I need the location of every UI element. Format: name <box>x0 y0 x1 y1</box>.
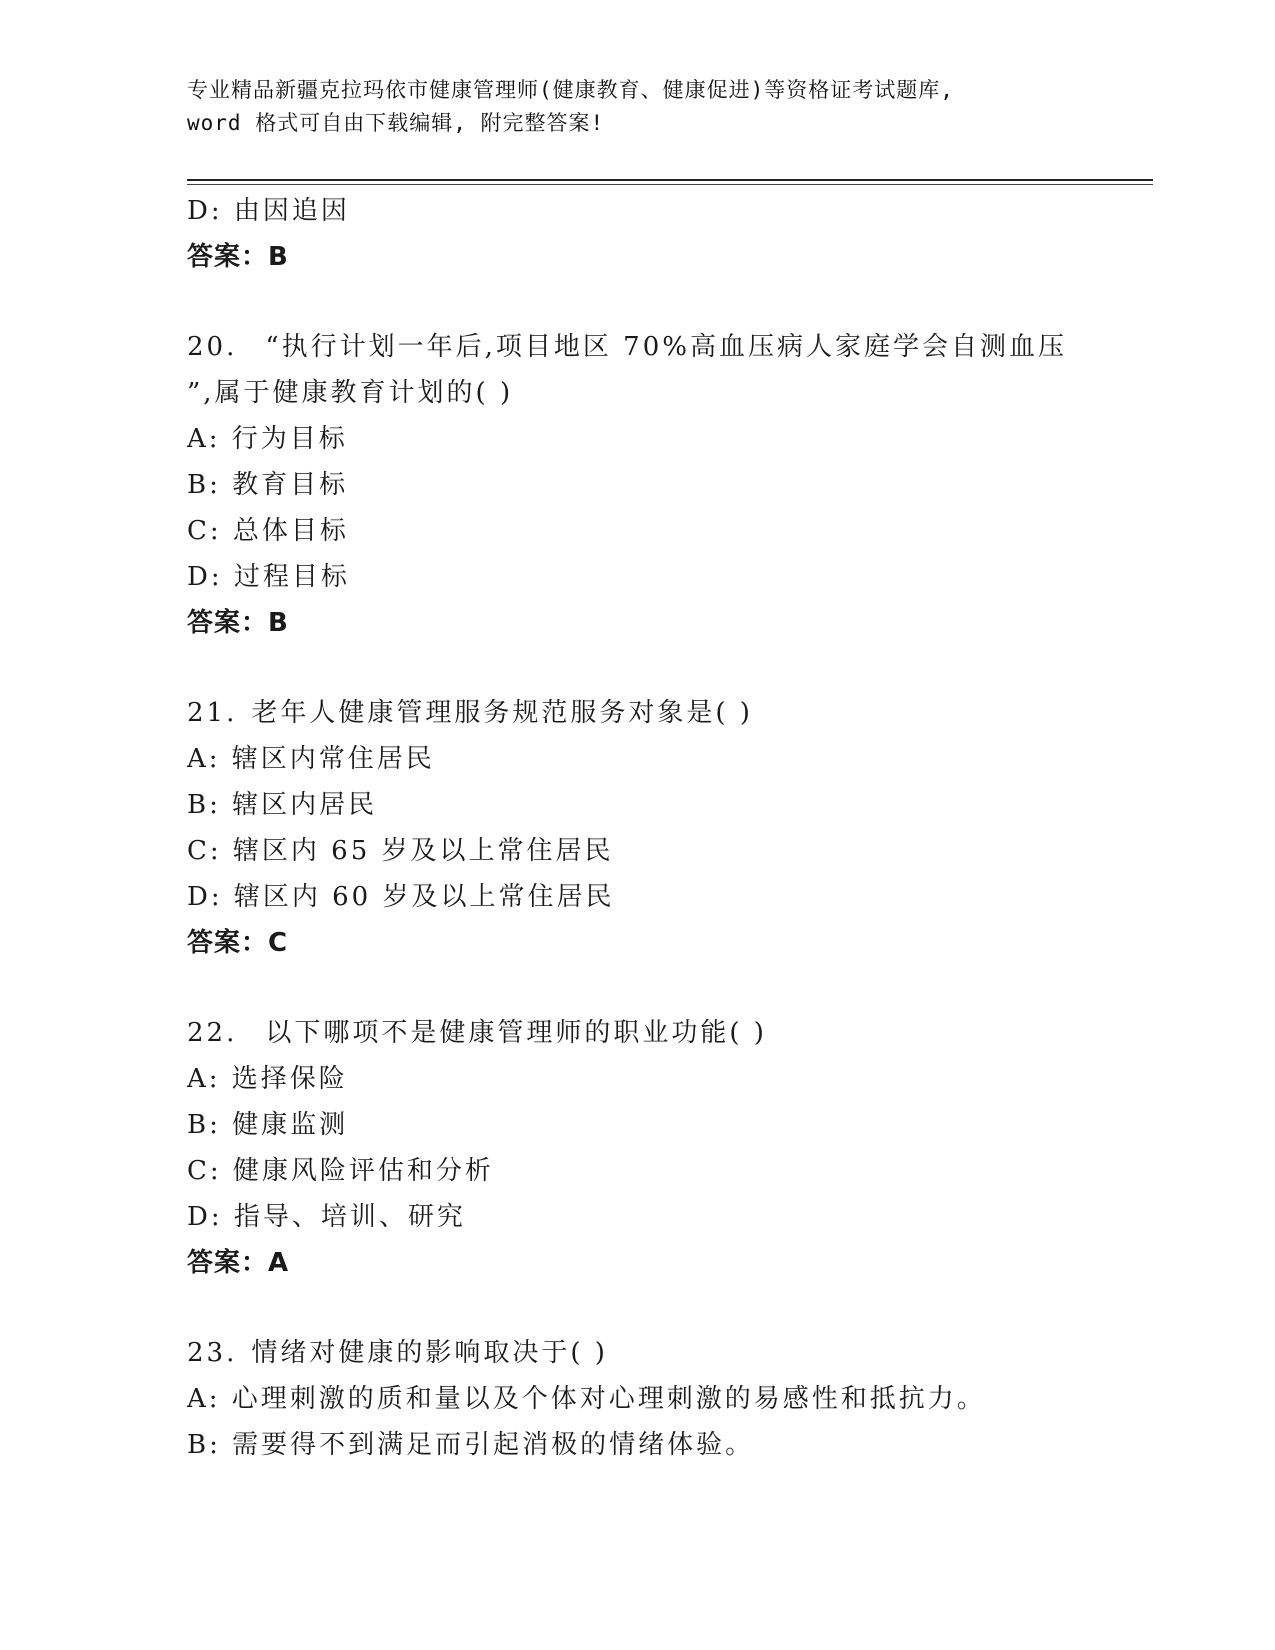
question-20 <box>187 324 1087 646</box>
option-d: D: 指导、培训、研究 <box>187 1202 466 1232</box>
question-number: 23. <box>187 1338 238 1368</box>
option-d: D: 辖区内 60 岁及以上常住居民 <box>187 882 615 912</box>
option-a: A: 心理刺激的质和量以及个体对心理刺激的易感性和抵抗力。 <box>187 1384 986 1414</box>
option-b: B: 健康监测 <box>187 1110 349 1140</box>
page-header <box>187 74 1067 140</box>
spacer <box>187 966 1087 1010</box>
spacer <box>187 280 1087 324</box>
spacer <box>187 646 1087 690</box>
prev-option-d: D: 由因追因 <box>187 196 350 226</box>
question-21 <box>187 690 1087 966</box>
question-number: 20. <box>187 332 238 362</box>
question-stem-text: 老年人健康管理服务规范服务对象是( ) <box>251 698 753 728</box>
question-stem <box>187 1010 1087 1056</box>
header-divider-thick <box>187 179 1153 181</box>
question-list <box>187 188 1087 1468</box>
question-stem <box>187 690 1087 736</box>
option-b: B: 辖区内居民 <box>187 790 378 820</box>
spacer <box>187 1286 1087 1330</box>
question-stem-text: “执行计划一年后,项目地区 70%高血压病人家庭学会自测血压 <box>265 332 1067 362</box>
question-23 <box>187 1330 1087 1468</box>
answer: 答案：C <box>187 928 289 958</box>
question-stem <box>187 324 1087 370</box>
answer: 答案：B <box>187 608 289 638</box>
option-c: C: 健康风险评估和分析 <box>187 1156 494 1186</box>
question-stem-continued: ”,属于健康教育计划的( ) <box>187 378 514 408</box>
option-b: B: 需要得不到满足而引起消极的情绪体验。 <box>187 1430 755 1460</box>
question-stem-text: 情绪对健康的影响取决于( ) <box>251 1338 608 1368</box>
prev-answer: 答案：B <box>187 242 289 272</box>
answer: 答案：A <box>187 1248 290 1278</box>
question-number: 21. <box>187 698 238 728</box>
option-b: B: 教育目标 <box>187 470 349 500</box>
question-number: 22. <box>187 1018 238 1048</box>
header-line-1: 专业精品新疆克拉玛依市健康管理师(健康教育、健康促进)等资格证考试题库, <box>187 78 954 102</box>
option-c: C: 总体目标 <box>187 516 349 546</box>
option-c: C: 辖区内 65 岁及以上常住居民 <box>187 836 614 866</box>
header-line-2: word 格式可自由下载编辑, 附完整答案! <box>187 111 605 135</box>
option-a: A: 选择保险 <box>187 1064 348 1094</box>
question-22 <box>187 1010 1087 1286</box>
header-divider-thin <box>187 184 1153 185</box>
option-d: D: 过程目标 <box>187 562 350 592</box>
question-stem <box>187 1330 1087 1376</box>
option-a: A: 行为目标 <box>187 424 348 454</box>
question-stem-text: 以下哪项不是健康管理师的职业功能( ) <box>265 1018 767 1048</box>
option-a: A: 辖区内常住居民 <box>187 744 435 774</box>
